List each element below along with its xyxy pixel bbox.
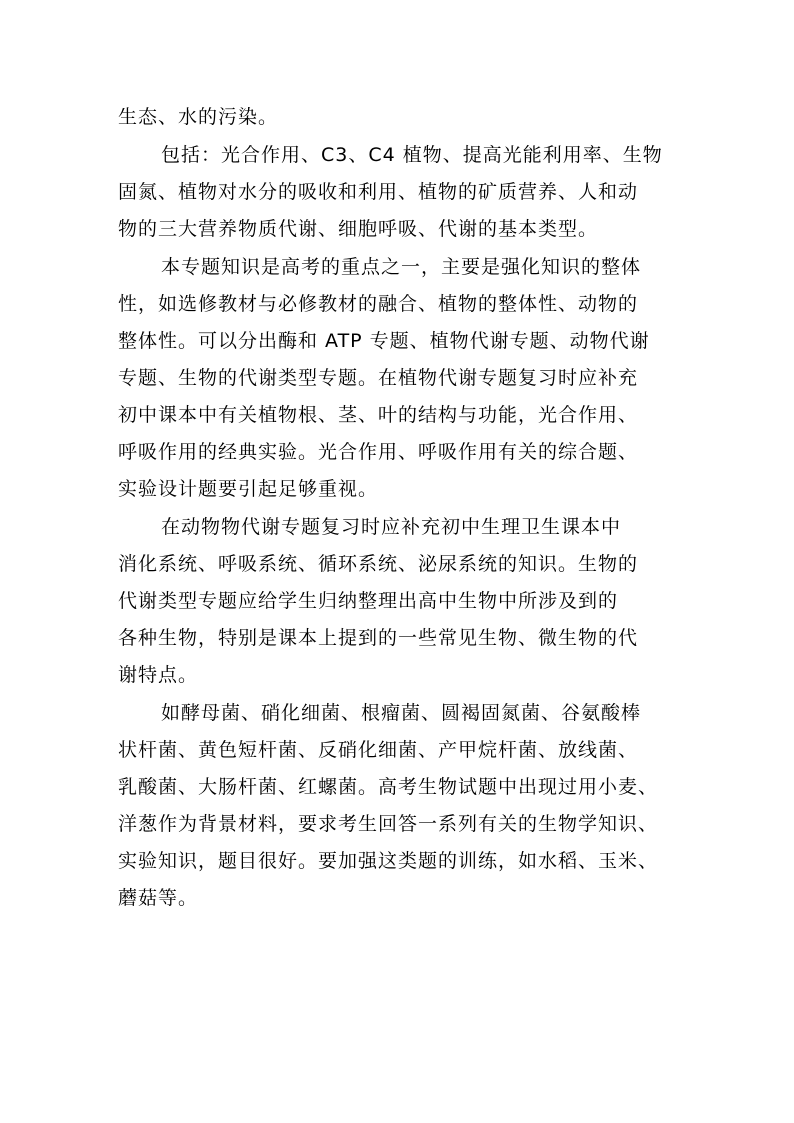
text-line: 呼吸作用的经典实验。光合作用、呼吸作用有关的综合题、	[118, 441, 639, 463]
text-line: 代谢类型专题应给学生归纳整理出高中生物中所涉及到的	[118, 590, 619, 612]
text-line: 在动物物代谢专题复习时应补充初中生理卫生课本中	[161, 516, 622, 538]
paragraph-3	[118, 249, 688, 508]
text-line: 固氮、植物对水分的吸收和利用、植物的矿质营养、人和动	[118, 181, 639, 203]
text-line: 初中课本中有关植物根、茎、叶的结构与功能，光合作用、	[118, 404, 639, 426]
document-body	[118, 99, 688, 918]
text-line: 生态、水的污染。	[118, 106, 279, 128]
text-line: 物的三大营养物质代谢、细胞呼吸、代谢的基本类型。	[118, 218, 599, 240]
text-line: 洋葱作为背景材料，要求考生回答一系列有关的生物学知识、	[118, 813, 659, 835]
text-line: 实验知识，题目很好。要加强这类题的训练，如水稻、玉米、	[118, 850, 659, 872]
text-line: 各种生物，特别是课本上提到的一些常见生物、微生物的代	[118, 627, 639, 649]
text-line: 实验设计题要引起足够重视。	[118, 478, 379, 500]
text-line: 整体性。可以分出酶和 ATP 专题、植物代谢专题、动物代谢	[118, 330, 650, 352]
text-line: 谢特点。	[118, 664, 199, 686]
paragraph-2	[118, 137, 688, 248]
paragraph-5	[118, 695, 688, 917]
text-line: 状杆菌、黄色短杆菌、反硝化细菌、产甲烷杆菌、放线菌、	[118, 739, 639, 761]
text-line: 消化系统、呼吸系统、循环系统、泌尿系统的知识。生物的	[118, 553, 639, 575]
text-line: 本专题知识是高考的重点之一，主要是强化知识的整体	[161, 256, 642, 278]
paragraph-4	[118, 509, 688, 694]
text-line: 如酵母菌、硝化细菌、根瘤菌、圆褐固氮菌、谷氨酸棒	[161, 702, 642, 724]
text-line: 蘑菇等。	[118, 887, 199, 909]
paragraph-1	[118, 99, 688, 136]
text-line: 乳酸菌、大肠杆菌、红螺菌。高考生物试题中出现过用小麦、	[118, 776, 659, 798]
text-line: 包括：光合作用、C3、C4 植物、提高光能利用率、生物	[161, 144, 663, 166]
text-line: 性，如选修教材与必修教材的融合、植物的整体性、动物的	[118, 293, 639, 315]
text-line: 专题、生物的代谢类型专题。在植物代谢专题复习时应补充	[118, 367, 639, 389]
